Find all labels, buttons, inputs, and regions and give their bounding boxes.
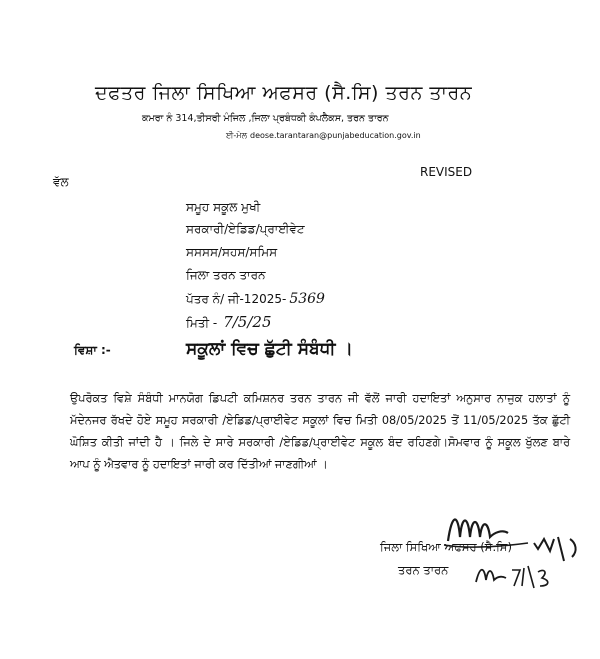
signature-date-mark — [472, 560, 562, 590]
signatory-place: ਤਰਨ ਤਾਰਨ — [398, 563, 449, 577]
subject-text: ਸਕੂਲਾਂ ਵਿਚ ਛੁੱਟੀ ਸੰਬੰਧੀ । — [186, 339, 353, 359]
office-title: ਦਫਤਰ ਜਿਲਾ ਸਿਖਿਆ ਅਫਸਰ (ਸੈ.ਸਿ) ਤਰਨ ਤਾਰਨ — [95, 82, 473, 104]
email-address: deose.tarantaran@punjabeducation.gov.in — [249, 131, 421, 140]
letter-date — [186, 313, 271, 331]
recipient-line: ਸਰਕਾਰੀ/ਏਡਿਡ/ਪ੍ਰਾਈਵੇਟ — [186, 222, 305, 236]
recipient-line: ਜਿਲਾ ਤਰਨ ਤਾਰਨ — [186, 268, 266, 282]
subject-label: ਵਿਸ਼ਾ :- — [74, 343, 111, 357]
office-address: ਕਮਰਾ ਨੰ 314,ਤੀਸਰੀ ਮੰਜਿਲ ,ਜਿਲਾ ਪ੍ਰਬੰਧਕੀ ਕੰਪਲੈਕਸ, ਤਰਨ ਤਾਰਨ — [142, 113, 389, 124]
office-email-line — [226, 131, 421, 141]
letter-number-handwritten: 5369 — [289, 291, 325, 307]
date-label: ਮਿਤੀ - — [186, 316, 218, 330]
body-paragraph: ਉਪਰੋਕਤ ਵਿਸ਼ੇ ਸੰਬੰਧੀ ਮਾਨਯੋਗ ਡਿਪਟੀ ਕਮਿਸ਼ਨਰ ਤਰਨ ਤਾਰਨ ਜੀ ਵੱਲੋਂ ਜਾਰੀ ਹਦਾਇਤਾਂ ਅਨੁਸਾਰ ਨਾਜੁਕ ਹਲਾਤਾਂ ਨੂੰ ਮੱਦੇਨਜਰ ਰੱਖਦੇ ਹੋਏ ਸਮੂਹ ਸਰਕਾਰੀ /ਏਡਿਡ/ਪ੍ਰਾਈਵੇਟ ਸਕੂਲਾਂ ਵਿਚ ਮਿਤੀ 08/05/2025 ਤੋਂ 11/05/2025 ਤੱਕ ਛੁੱਟੀ ਘੋਸ਼ਿਤ ਕੀਤੀ ਜਾਂਦੀ ਹੈ । ਜਿਲੇ ਦੇ ਸਾਰੇ ਸਰਕਾਰੀ /ਏਡਿਡ/ਪ੍ਰਾਈਵੇਟ ਸਕੂਲ ਬੰਦ ਰਹਿਣਗੇ।ਸੋਮਵਾਰ ਨੂੰ ਸਕੂਲ ਖੁੱਲਣ ਬਾਰੇ ਆਪ ਨੂੰ ਐਤਵਾਰ ਨੂੰ ਹਦਾਇਤਾਂ ਜਾਰੀ ਕਰ ਦਿੱਤੀਆਂ ਜਾਣਗੀਆਂ । — [70, 392, 570, 471]
recipient-line: ਸਸਸਸ/ਸਹਸ/ਸਮਿਸ — [186, 245, 278, 259]
to-label: ਵੱਲ — [53, 175, 69, 189]
revised-stamp: REVISED — [420, 165, 473, 179]
recipient-line: ਸਮੂਹ ਸਕੂਲ ਮੁਖੀ — [186, 200, 261, 214]
date-handwritten: 7/5/25 — [223, 313, 272, 331]
letter-number-label: ਪੱਤਰ ਨੰ/ ਜੀ-12025- — [186, 292, 287, 306]
signatory-title: ਜਿਲਾ ਸਿਖਿਆ ਅਫਸਰ (ਸੈ.ਸਿ) — [380, 540, 512, 554]
letter-number — [186, 291, 325, 307]
email-label: ਈ-ਮੇਲ — [226, 131, 247, 140]
